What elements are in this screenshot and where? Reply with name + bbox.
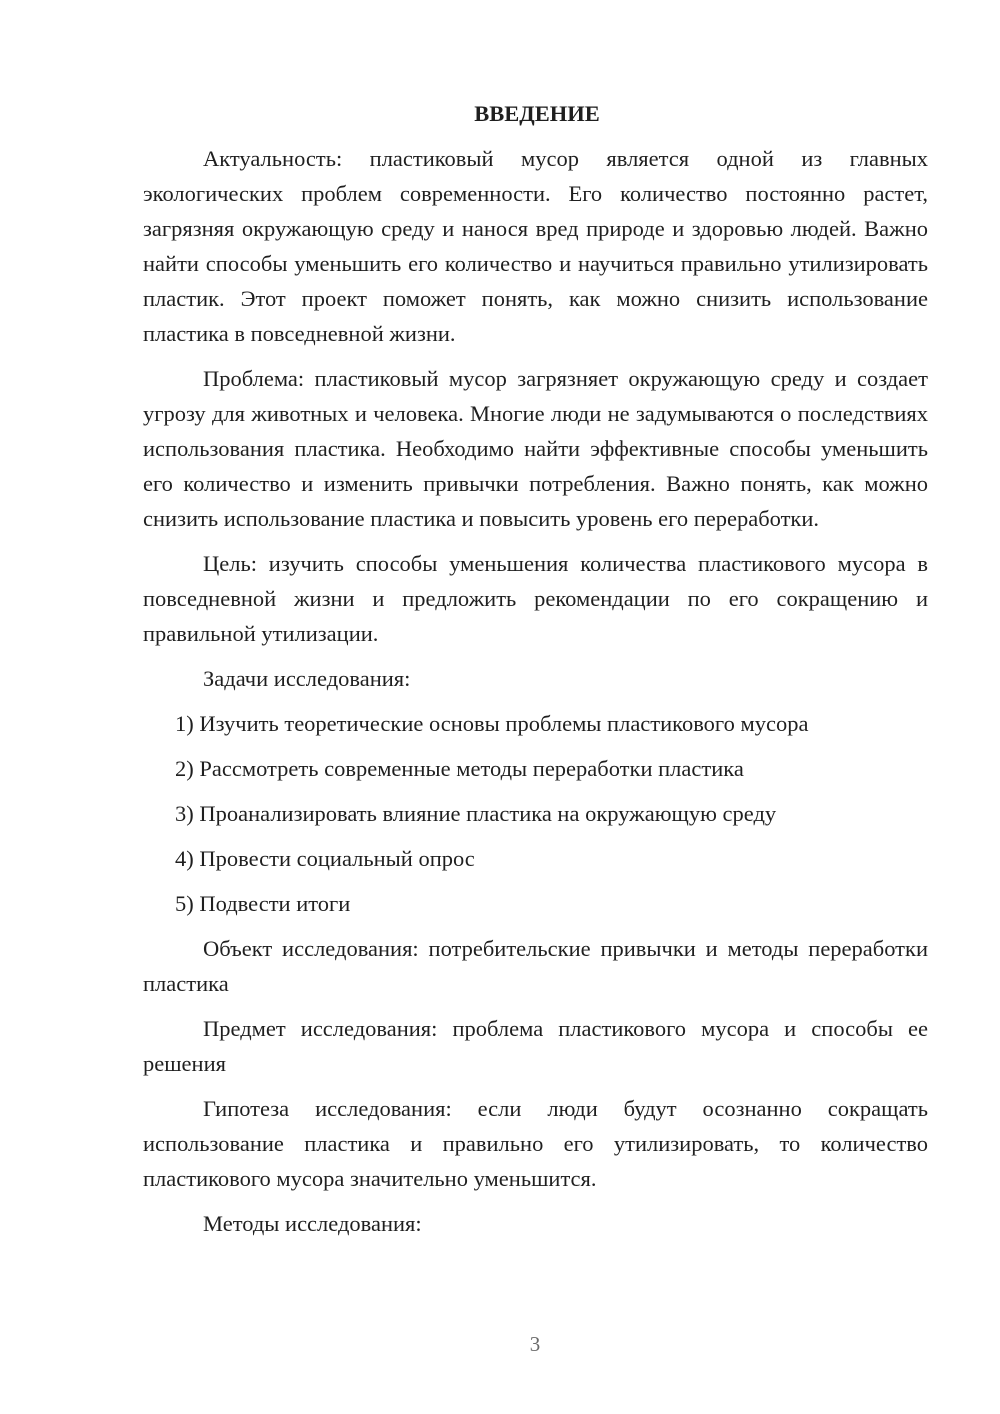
paragraph-relevance: Актуальность: пластиковый мусор является одной из главных экологических проблем современности. Его количество постоянно растет, загрязняя окружающую среду и нанося вред природе и здоровью людей. Важно найти способы уменьшить его количество и научиться правильно утилизировать пластик. Этот проект поможет понять, как можно снизить использование пластика в повседневной жизни.	[143, 146, 928, 346]
paragraph-problem: Проблема: пластиковый мусор загрязняет окружающую среду и создает угрозу для животных и человека. Многие люди не задумываются о последствиях использования пластика. Необходимо найти эффективные способы уменьшить его количество и изменить привычки потребления. Важно понять, как можно снизить использование пластика и повысить уровень его переработки.	[143, 366, 928, 531]
tasks-list	[143, 706, 928, 921]
paragraph-goal: Цель: изучить способы уменьшения количества пластикового мусора в повседневной жизни и предложить рекомендации по его сокращению и правильной утилизации.	[143, 551, 928, 646]
list-item: 2) Рассмотреть современные методы переработки пластика	[175, 756, 744, 781]
paragraph-hypothesis: Гипотеза исследования: если люди будут осознанно сокращать использование пластика и правильно его утилизировать, то количество пластикового мусора значительно уменьшится.	[143, 1096, 928, 1191]
paragraph-subject: Предмет исследования: проблема пластикового мусора и способы ее решения	[143, 1016, 928, 1076]
list-item: 4) Провести социальный опрос	[175, 846, 475, 871]
page-title: ВВЕДЕНИЕ	[474, 101, 600, 126]
list-item: 5) Подвести итоги	[175, 891, 351, 916]
list-item: 1) Изучить теоретические основы проблемы пластикового мусора	[175, 711, 809, 736]
methods-heading: Методы исследования:	[203, 1211, 422, 1236]
list-item: 3) Проанализировать влияние пластика на окружающую среду	[175, 801, 777, 826]
page-content	[143, 96, 928, 1251]
paragraph-object: Объект исследования: потребительские привычки и методы переработки пластика	[143, 936, 928, 996]
page-number: 3	[529, 1332, 541, 1356]
tasks-heading: Задачи исследования:	[203, 666, 411, 691]
